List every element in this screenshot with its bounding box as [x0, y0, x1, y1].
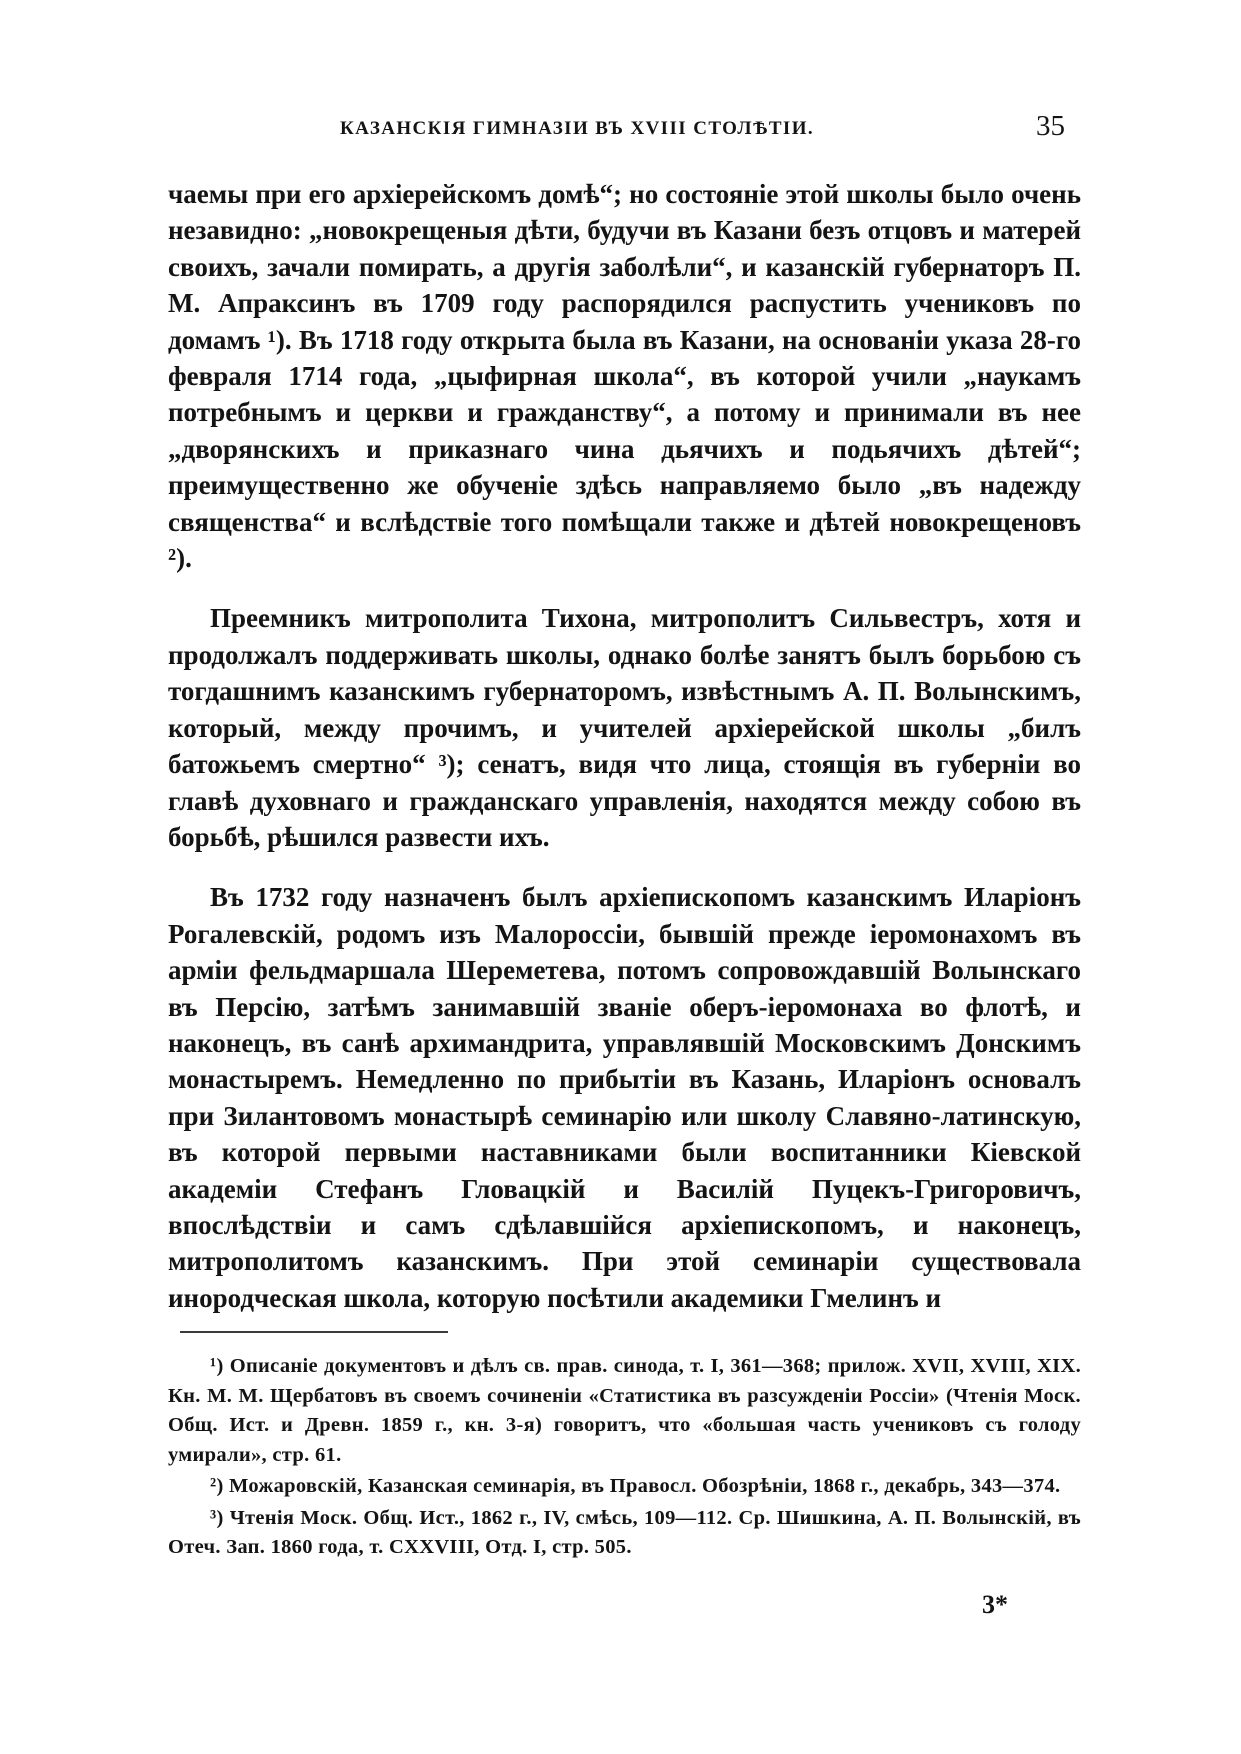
- footnote-2: ²) Можаровскій, Казанская семинарія, въ Правосл. Обозрѣніи, 1868 г., декабрь, 343—374.: [210, 1475, 1061, 1497]
- footnote-1: ¹) Описаніе документовъ и дѣлъ св. прав. синода, т. I, 361—368; прилож. XVII, XVIII, XIX. Кн. М. М. Щербатовъ въ своемъ сочиненіи «Статистика въ разсужденіи Россіи» (Чтенія Моск. Общ. Ист. и Древн. 1859 г., кн. 3-я) говоритъ, что «большая часть учениковъ съ голоду умирали», стр. 61.: [168, 1355, 1081, 1466]
- paragraph: Въ 1732 году назначенъ былъ архіепископомъ казанскимъ Иларіонъ Рогалевскій, родомъ изъ Малороссіи, бывшій прежде іеромонахомъ въ арміи фельдмаршала Шереметева, потомъ сопровождавшій Волынскаго въ Персію, затѣмъ занимавшій званіе оберъ-іеромонаха во флотѣ, и наконецъ, въ санѣ архимандрита, управлявшій Московскимъ Донскимъ монастыремъ. Немедленно по прибытіи въ Казань, Иларіонъ основалъ при Зилантовомъ монастырѣ семинарію или школу Славяно-латинскую, въ которой первыми наставниками были воспитанники Кіевской академіи Стефанъ Гловацкій и Василій Пуцекъ-Григоровичъ, впослѣдствіи и самъ сдѣлавшійся архіепископомъ, и наконецъ, митрополитомъ казанскимъ. При этой семинаріи существовала инородческая школа, которую посѣтили академики Гмелинъ и: [168, 882, 1081, 1313]
- paragraph: Преемникъ митрополита Тихона, митрополитъ Сильвестръ, хотя и продолжалъ поддерживать школы, однако болѣе занятъ былъ борьбою съ тогдашнимъ казанскимъ губернаторомъ, извѣстнымъ А. П. Волынскимъ, который, между прочимъ, и учителей архіерейской школы „билъ батожьемъ смертно“ ³); сенатъ, видя что лица, стоящія въ губерніи во главѣ духовнаго и гражданскаго управленія, находятся между собою въ борьбѣ, рѣшился развести ихъ.: [168, 603, 1081, 852]
- signature-mark: 3*: [982, 1590, 1008, 1619]
- paragraph: чаемы при его архіерейскомъ домѣ“; но состояніе этой школы было очень незавидно: „новокрещеныя дѣти, будучи въ Казани безъ отцовъ и матерей своихъ, зачали помирать, а другія заболѣли“, и казанскій губернаторъ П. М. Апраксинъ въ 1709 году распорядился распустить учениковъ по домамъ ¹). Въ 1718 году открыта была въ Казани, на основаніи указа 28-го февраля 1714 года, „цыфирная школа“, въ которой учили „наукамъ потребнымъ и церкви и гражданству“, а потому и принимали въ нее „дворянскихъ и приказнаго чина дьячихъ и подьячихъ дѣтей“; преимущественно же обученіе здѣсь направляемо было „въ надежду священства“ и вслѣдствіе того помѣщали также и дѣтей новокрещеновъ ²).: [168, 179, 1081, 574]
- running-title: КАЗАНСКІЯ ГИМНАЗІИ ВЪ XVIII СТОЛѢТІИ.: [340, 118, 815, 139]
- footnotes: [168, 1352, 1081, 1563]
- main-text: [168, 176, 1081, 1316]
- footnote-separator: [180, 1331, 448, 1333]
- page-number: 35: [1036, 110, 1065, 142]
- footnote-3: ³) Чтенія Моск. Общ. Ист., 1862 г., IV, смѣсь, 109—112. Ср. Шишкина, А. П. Волынскій, въ Отеч. Зап. 1860 года, т. CXXVIII, Отд. I, стр. 505.: [168, 1506, 1081, 1558]
